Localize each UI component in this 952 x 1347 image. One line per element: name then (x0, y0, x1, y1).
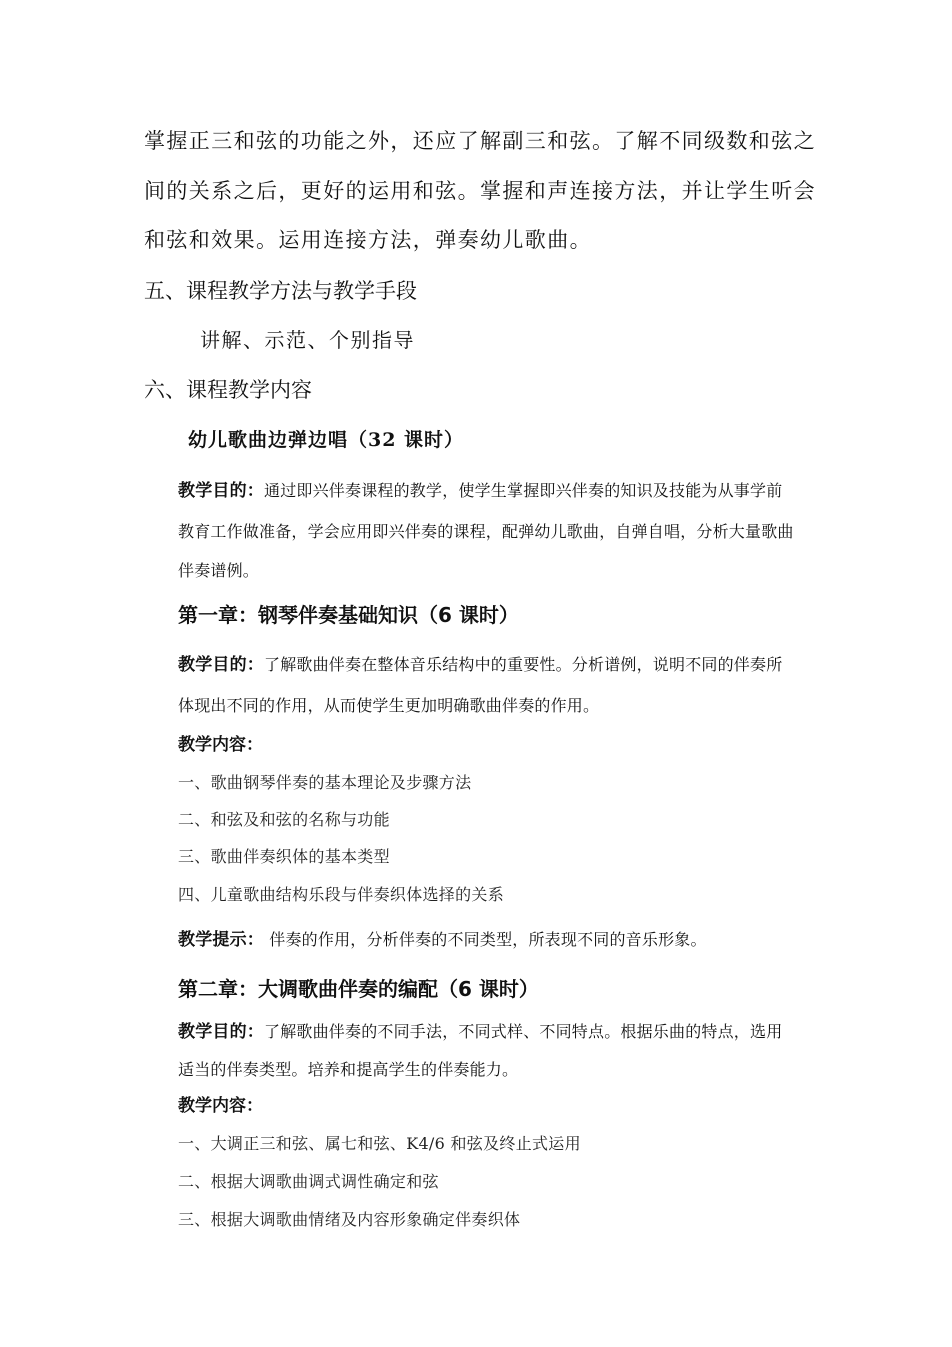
chapter-1-content-label: 教学内容： (178, 735, 263, 755)
intro-line-3: 和弦和效果。运用连接方法，弹奏幼儿歌曲。 (144, 228, 592, 252)
section-5-heading: 五、课程教学方法与教学手段 (144, 279, 417, 303)
intro-line-1: 掌握正三和弦的功能之外，还应了解副三和弦。了解不同级数和弦之 (144, 129, 816, 153)
chapter-1-title: 第一章：钢琴伴奏基础知识（6 课时） (178, 603, 519, 627)
chapter-2-objective-label: 教学目的： (178, 1022, 264, 1042)
unit-title: 幼儿歌曲边弹边唱（32 课时） (188, 429, 465, 451)
chapter-1-objective-line-1 (178, 657, 782, 674)
section-6-heading: 六、课程教学内容 (144, 378, 312, 402)
chapter-2-content-label: 教学内容： (178, 1096, 263, 1116)
chapter-2-content-item: 二、根据大调歌曲调式调性确定和弦 (178, 1172, 439, 1191)
chapter-1-objective-text: 了解歌曲伴奏在整体音乐结构中的重要性。分析谱例，说明不同的伴奏所 (264, 655, 783, 674)
chapter-2-objective-text: 了解歌曲伴奏的不同手法，不同式样、不同特点。根据乐曲的特点，选用 (264, 1022, 783, 1041)
chapter-1-content-item: 三、歌曲伴奏织体的基本类型 (178, 847, 390, 866)
chapter-1-objective-line-2: 体现出不同的作用，从而使学生更加明确歌曲伴奏的作用。 (178, 696, 600, 715)
unit-objective-text: 通过即兴伴奏课程的教学，使学生掌握即兴伴奏的知识及技能为从事学前 (264, 481, 783, 500)
chapter-2-title: 第二章：大调歌曲伴奏的编配（6 课时） (178, 977, 539, 1001)
unit-objective-line-1 (178, 483, 782, 500)
chapter-1-tip-label: 教学提示： (178, 930, 264, 950)
chapter-1-content-item: 二、和弦及和弦的名称与功能 (178, 810, 390, 829)
chapter-1-objective-label: 教学目的： (178, 655, 264, 675)
chapter-1-content-item: 一、歌曲钢琴伴奏的基本理论及步骤方法 (178, 773, 472, 792)
chapter-2-content-item: 三、根据大调歌曲情绪及内容形象确定伴奏织体 (178, 1210, 521, 1229)
chapter-1-tip (178, 932, 707, 949)
section-5-text: 讲解、示范、个别指导 (200, 328, 415, 352)
chapter-1-content-item: 四、儿童歌曲结构乐段与伴奏织体选择的关系 (178, 885, 505, 904)
unit-objective-line-3: 伴奏谱例。 (178, 561, 260, 580)
unit-objective-label: 教学目的： (178, 481, 264, 501)
chapter-2-content-item: 一、大调正三和弦、属七和弦、K4/6 和弦及终止式运用 (178, 1134, 581, 1153)
intro-line-2: 间的关系之后，更好的运用和弦。掌握和声连接方法，并让学生听会 (144, 179, 816, 203)
chapter-2-objective-line-2: 适当的伴奏类型。培养和提高学生的伴奏能力。 (178, 1060, 519, 1079)
chapter-1-tip-text: 伴奏的作用，分析伴奏的不同类型，所表现不同的音乐形象。 (264, 930, 707, 949)
chapter-2-objective-line-1 (178, 1024, 782, 1041)
unit-objective-line-2: 教育工作做准备，学会应用即兴伴奏的课程，配弹幼儿歌曲，自弹自唱，分析大量歌曲 (178, 522, 794, 541)
